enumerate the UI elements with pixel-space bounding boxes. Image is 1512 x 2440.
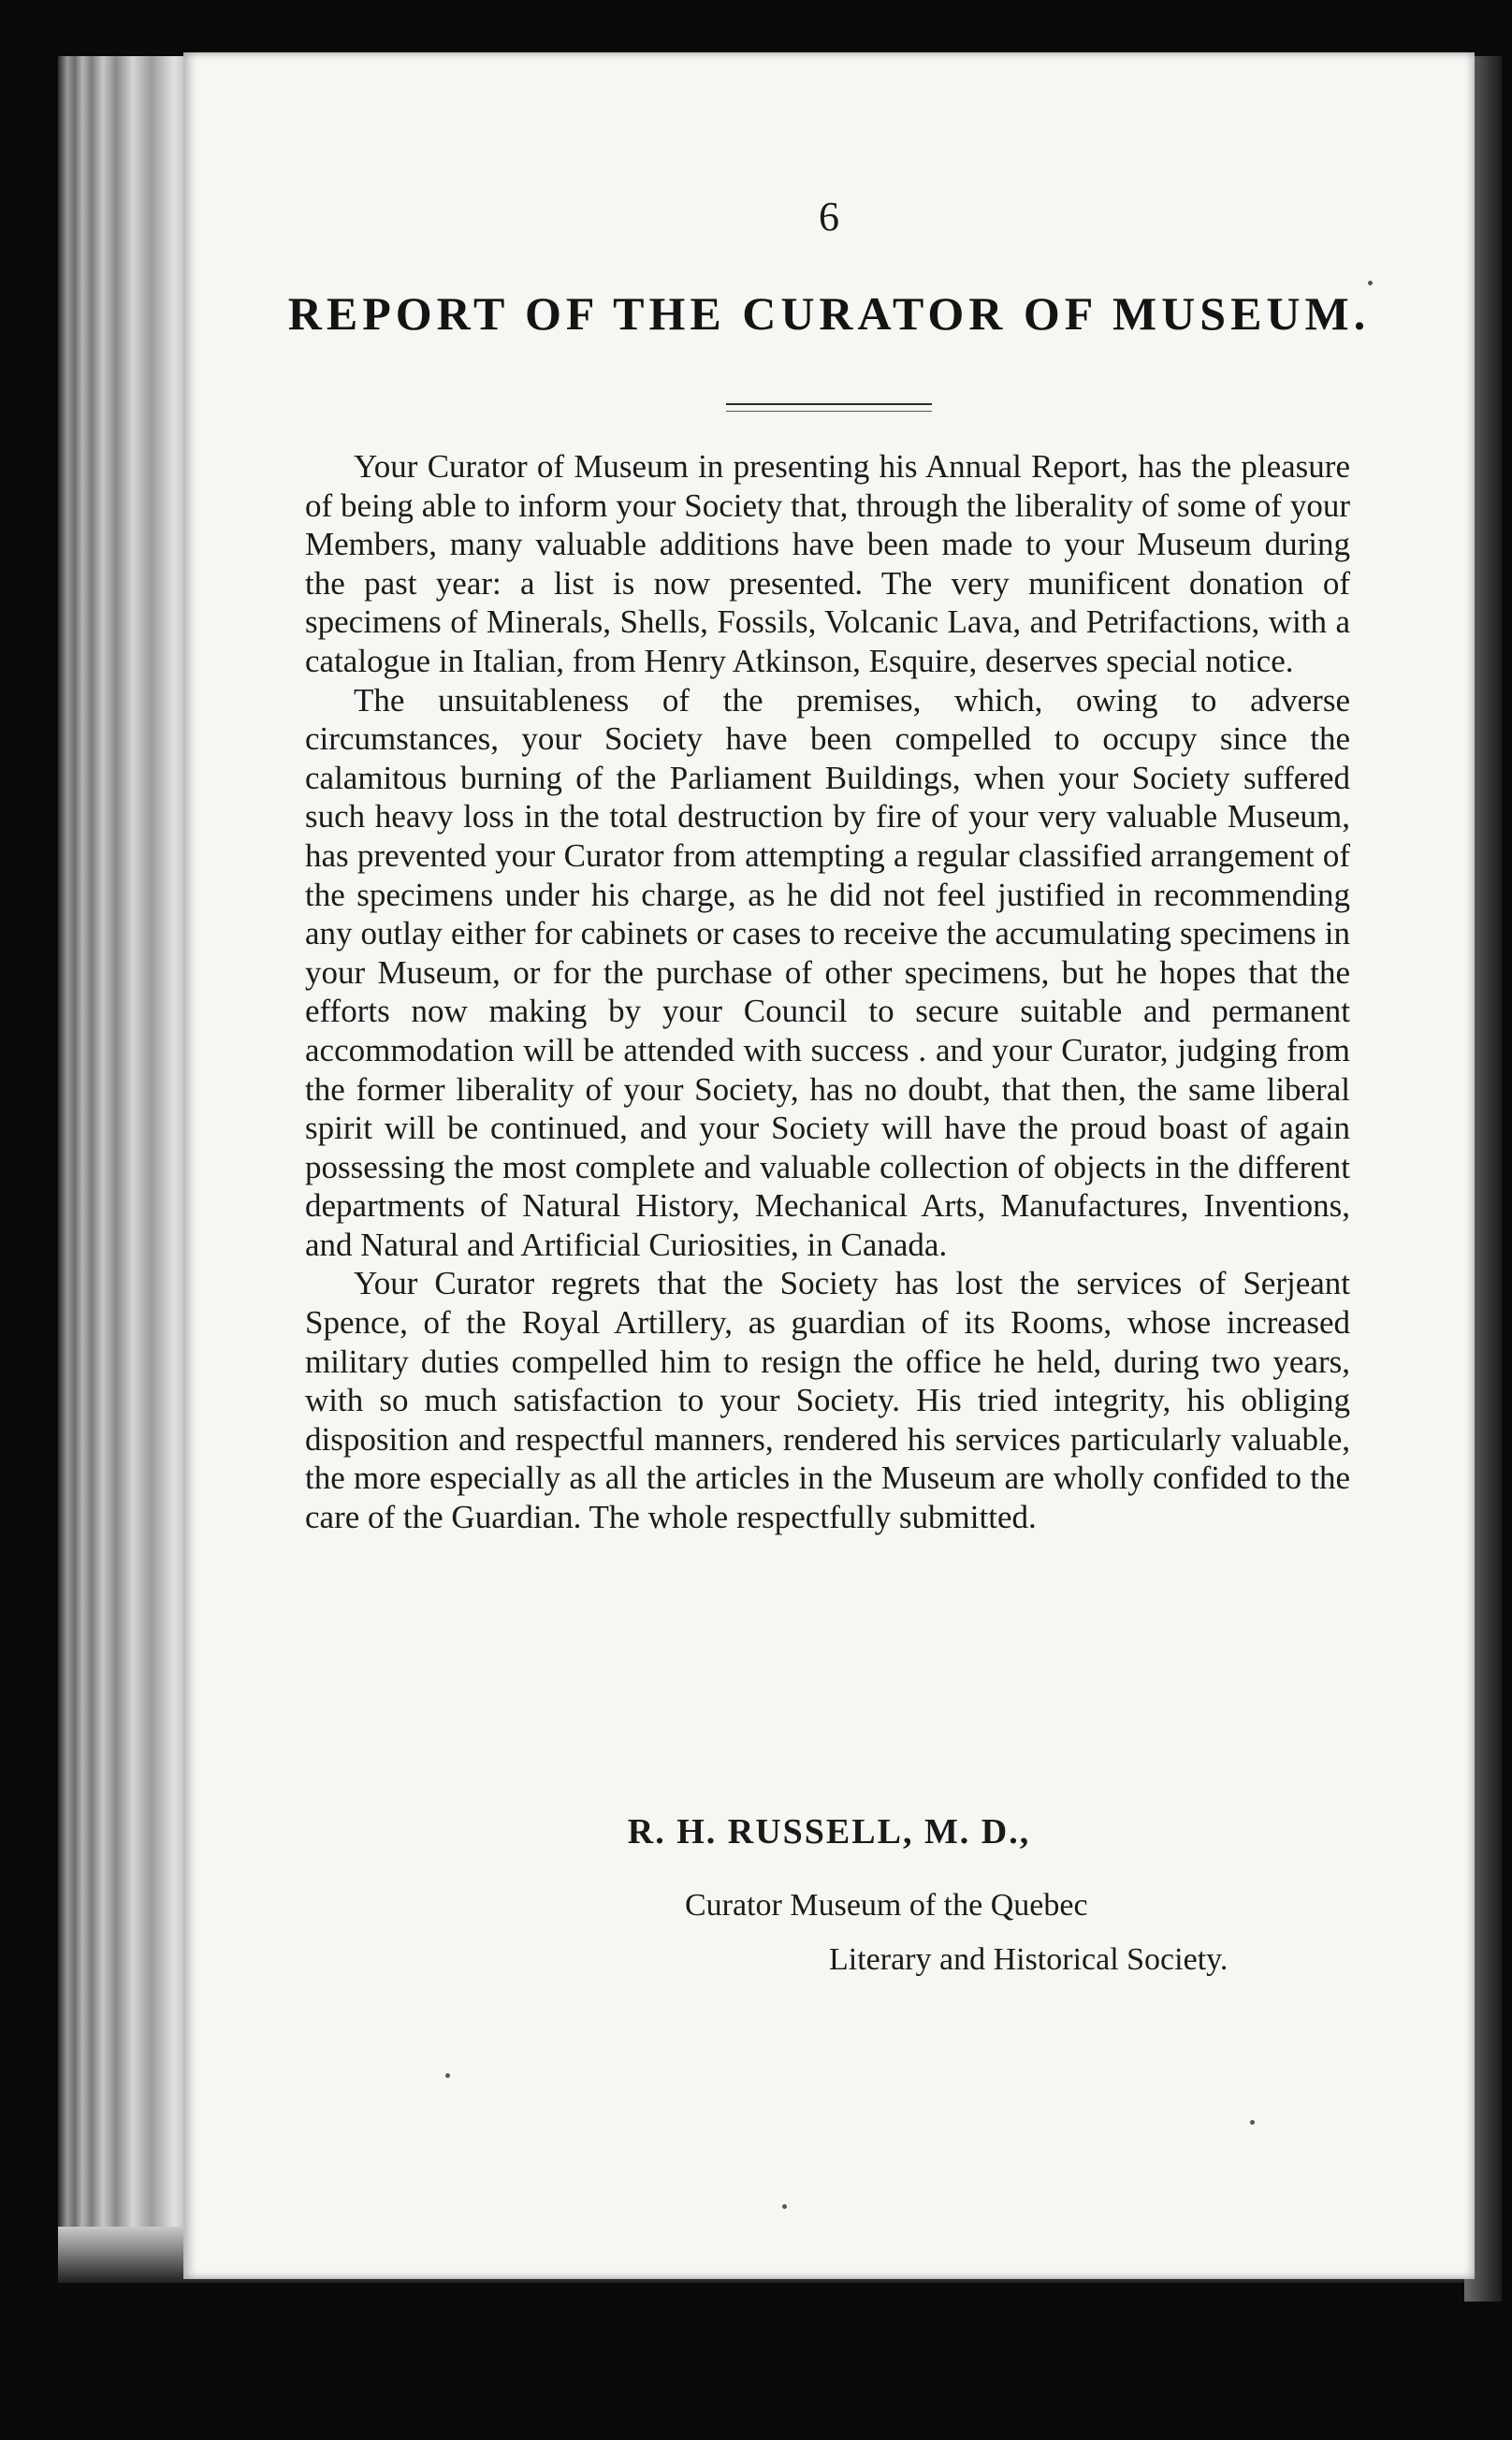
paragraph: Your Curator of Museum in presenting his Annual Report, has the pleasure of being able to inform your Society that, through the liberality of some of your Members, many valuable additions have been made to your Museum during the past year: a list is now presented. The very munificent donation of specimens of Minerals, Shells, Fossils, Volcanic Lava, and Petrifactions, with a catalogue in Italian, from Henry Atkinson, Esquire, deserves special notice.	[305, 448, 1350, 679]
signature-title-line-2: Literary and Historical Society.	[829, 1942, 1228, 1977]
paragraph: The unsuitableness of the premises, which, owing to adverse circumstances, your Society have been compelled to occupy since the calamitous burning of the Parliament Buildings, when your Society suffered such heavy loss in the total destruction by fire of your very valuable Museum, has prevented your Curator from attempting a regular classified arrangement of the specimens under his charge, as he did not feel justified in recommending any outlay either for cabinets or cases to receive the accumulating specimens in your Museum, or for the purchase of other specimens, but he hopes that the efforts now making by your Council to secure suitable and permanent accommodation will be attended with success . and your Curator, judging from the former liberality of your Society, has no doubt, that then, the same liberal spirit will be continued, and your Society will have the proud boast of again possessing the most complete and valuable collection of objects in the different departments of Natural History, Mechanical Arts, Manufactures, Inventions, and Natural and Artificial Curiosities, in Canada.	[305, 681, 1350, 1263]
paper-speck	[1250, 2120, 1255, 2125]
paragraph: Your Curator regrets that the Society has lost the services of Serjeant Spence, of the Royal Artillery, as guardian of its Rooms, whose increased military duties compelled him to resign the office he held, during two years, with so much satisfaction to your Society. His tried integrity, his obliging disposition and respectful manners, rendered his services particularly valuable, the more especially as all the articles in the Museum are wholly confided to the care of the Guardian. The whole respectfully submitted.	[305, 1265, 1350, 1536]
paper-speck	[782, 2204, 787, 2209]
report-title: REPORT OF THE CURATOR OF MUSEUM.	[287, 287, 1371, 340]
signature-name: R. H. RUSSELL, M. D.,	[627, 1812, 1031, 1852]
page-number: 6	[819, 194, 839, 240]
paper-speck	[445, 2073, 450, 2078]
page-edges	[58, 56, 189, 2273]
paper-speck	[1368, 281, 1373, 285]
signature-title-line-1: Curator Museum of the Quebec	[685, 1888, 1088, 1923]
report-body	[305, 447, 1350, 1537]
book-page	[183, 52, 1475, 2279]
title-rule	[726, 403, 932, 412]
